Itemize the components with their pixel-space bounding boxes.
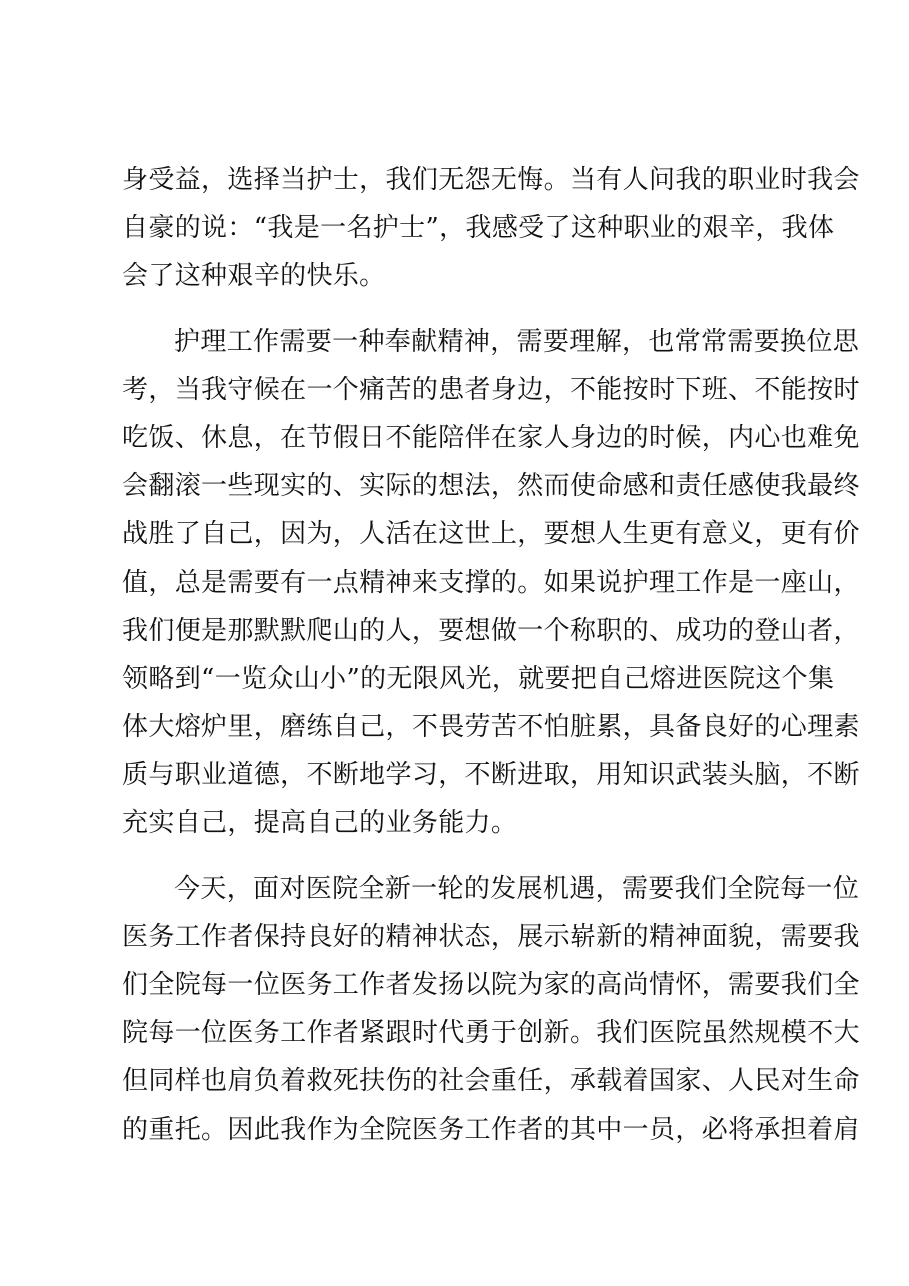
text-line: 我们便是那默默爬山的人，要想做一个称职的、成功的登山者， <box>122 615 860 646</box>
text-line: 自豪的说：“我是一名护士”，我感受了这种职业的艰辛，我体 <box>122 213 835 244</box>
paragraph-1 <box>122 156 860 301</box>
text-line: 院每一位医务工作者紧跟时代勇于创新。我们医院虽然规模不大 <box>122 1018 860 1049</box>
paragraph-3 <box>122 865 860 1154</box>
text-line: 领略到“一览众山小”的无限风光，就要把自己熔进医院这个集 <box>122 663 835 694</box>
text-line: 吃饭、休息，在节假日不能陪伴在家人身边的时候，内心也难免 <box>122 422 860 453</box>
text-line: 们全院每一位医务工作者发扬以院为家的高尚情怀，需要我们全 <box>122 970 860 1000</box>
paragraph-2 <box>122 318 860 848</box>
paragraph-spacer <box>122 301 822 318</box>
text-line: 护理工作需要一种奉献精神，需要理解，也常常需要换位思 <box>174 326 860 357</box>
text-line: 但同样也肩负着救死扶伤的社会重任，承载着国家、人民对生命 <box>122 1066 860 1097</box>
document-body <box>122 156 860 1154</box>
text-line: 体大熔炉里，磨练自己，不畏劳苦不怕脏累，具备良好的心理素 <box>122 712 860 743</box>
text-line: 战胜了自己，因为，人活在这世上，要想人生更有意义，更有价 <box>122 519 860 550</box>
paragraph-spacer <box>122 848 822 865</box>
text-line: 质与职业道德，不断地学习，不断进取，用知识武装头脑，不断 <box>122 760 860 791</box>
text-line: 会了这种艰辛的快乐。 <box>122 261 386 292</box>
text-line: 考，当我守候在一个痛苦的患者身边，不能按时下班、不能按时 <box>122 374 860 405</box>
text-line: 会翻滚一些现实的、实际的想法，然而使命感和责任感使我最终 <box>122 471 860 502</box>
text-line: 今天，面对医院全新一轮的发展机遇，需要我们全院每一位 <box>174 873 860 904</box>
text-line: 的重托。因此我作为全院医务工作者的其中一员，必将承担着肩 <box>122 1114 860 1145</box>
text-line: 医务工作者保持良好的精神状态，展示崭新的精神面貌，需要我 <box>122 921 860 952</box>
text-line: 充实自己，提高自己的业务能力。 <box>122 808 518 839</box>
text-line: 身受益，选择当护士，我们无怨无悔。当有人问我的职业时我会 <box>122 165 860 195</box>
text-line: 值，总是需要有一点精神来支撑的。如果说护理工作是一座山， <box>122 567 860 598</box>
